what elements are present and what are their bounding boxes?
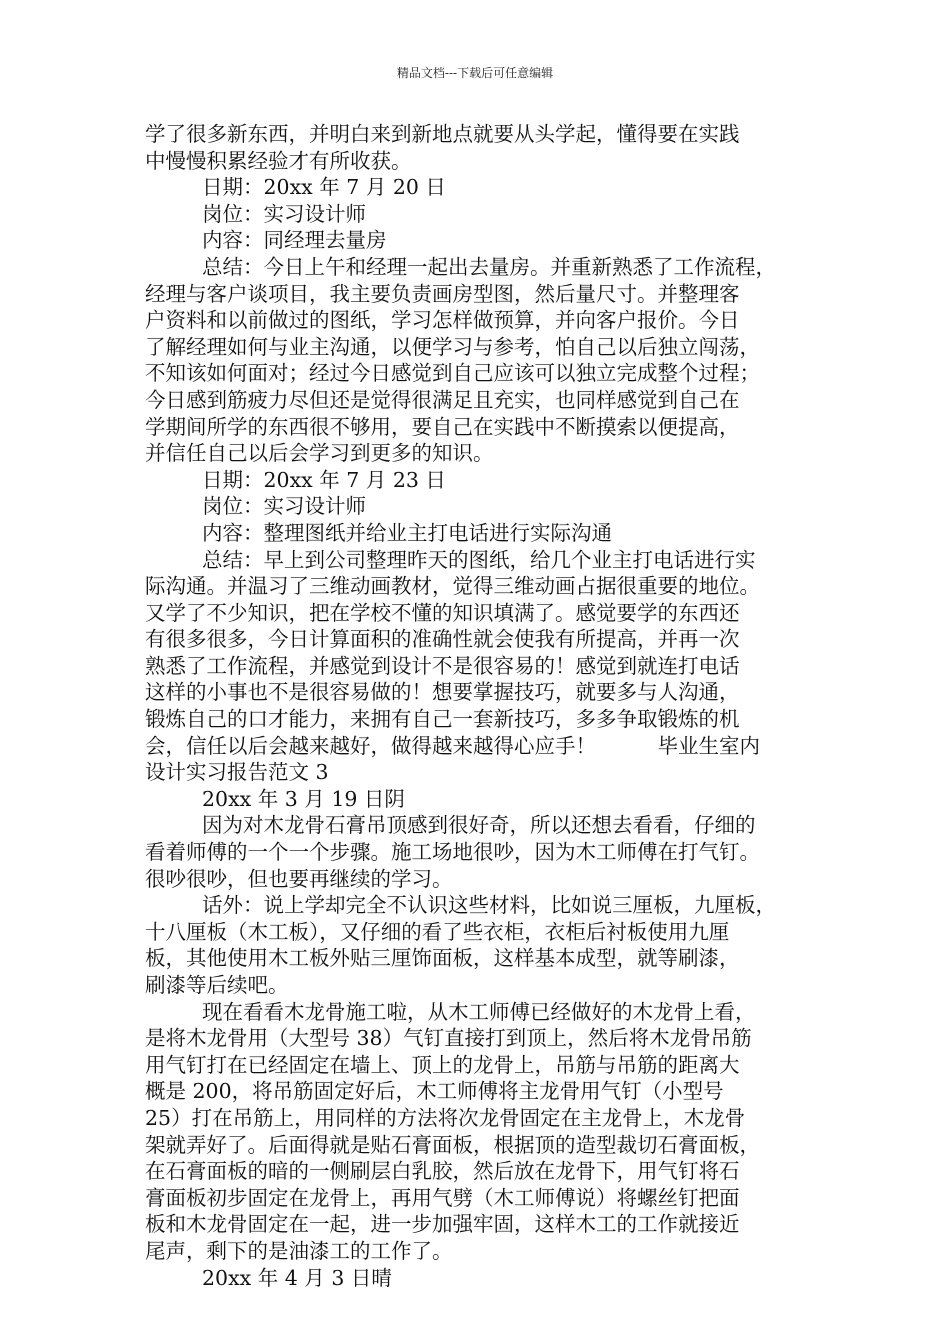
text-line: 架就弄好了。后面得就是贴石膏面板，根据顶的造型裁切石膏面板， bbox=[145, 1132, 760, 1157]
page-header: 精品文档---下载后可任意编辑 bbox=[396, 66, 554, 80]
text-line: 概是 200，将吊筋固定好后，木工师傅将主龙骨用气钉（小型号 bbox=[145, 1079, 724, 1104]
text-line: 有很多很多，今日计算面积的准确性就会使我有所提高，并再一次 bbox=[145, 627, 740, 652]
text-line: 中慢慢积累经验才有所收获。 bbox=[145, 148, 412, 173]
text-line: 内容：整理图纸并给业主打电话进行实际沟通 bbox=[202, 520, 612, 545]
text-line: 总结：今日上午和经理一起出去量房。并重新熟悉了工作流程， bbox=[202, 254, 776, 279]
text-line: 20xx 年 4 月 3 日晴 bbox=[202, 1265, 392, 1290]
text-line: 会，信任以后会越来越好，做得越来越得心应手！ 毕业生室内 bbox=[145, 733, 760, 758]
text-line: 总结：早上到公司整理昨天的图纸，给几个业主打电话进行实 bbox=[202, 547, 756, 572]
text-line: 膏面板初步固定在龙骨上，再用气劈（木工师傅说）将螺丝钉把面 bbox=[145, 1185, 740, 1210]
text-line: 十八厘板（木工板），又仔细的看了些衣柜，衣柜后衬板使用九厘 bbox=[145, 919, 730, 944]
text-line: 20xx 年 3 月 19 日阴 bbox=[202, 786, 405, 811]
text-line: 设计实习报告范文 3 bbox=[145, 760, 329, 785]
text-line: 日期：20xx 年 7 月 23 日 bbox=[202, 467, 446, 492]
text-line: 经理与客户谈项目，我主要负责画房型图，然后量尺寸。并整理客 bbox=[145, 281, 740, 306]
text-line: 板和木龙骨固定在一起，进一步加强牢固，这样木工的工作就接近 bbox=[145, 1212, 740, 1237]
text-line: 话外：说上学却完全不认识这些材料，比如说三厘板，九厘板， bbox=[202, 893, 776, 918]
text-line: 又学了不少知识，把在学校不懂的知识填满了。感觉要学的东西还 bbox=[145, 600, 740, 625]
text-line: 户资料和以前做过的图纸，学习怎样做预算，并向客户报价。今日 bbox=[145, 308, 740, 333]
text-line: 不知该如何面对；经过今日感觉到自己应该可以独立完成整个过程； bbox=[145, 361, 760, 386]
text-line: 内容：同经理去量房 bbox=[202, 228, 387, 253]
text-line: 并信任自己以后会学习到更多的知识。 bbox=[145, 441, 494, 466]
text-line: 很吵很吵，但也要再继续的学习。 bbox=[145, 866, 453, 891]
text-line: 板，其他使用木工板外贴三厘饰面板，这样基本成型，就等刷漆， bbox=[145, 946, 740, 971]
text-line: 尾声，剩下的是油漆工的工作了。 bbox=[145, 1238, 453, 1263]
text-line: 岗位：实习设计师 bbox=[202, 201, 366, 226]
text-line: 了解经理如何与业主沟通，以便学习与参考，怕自己以后独立闯荡， bbox=[145, 334, 760, 359]
text-line: 际沟通。并温习了三维动画教材，觉得三维动画占据很重要的地位。 bbox=[145, 574, 760, 599]
text-line: 用气钉打在已经固定在墙上、顶上的龙骨上，吊筋与吊筋的距离大 bbox=[145, 1052, 740, 1077]
text-line: 25）打在吊筋上，用同样的方法将次龙骨固定在主龙骨上，木龙骨 bbox=[145, 1105, 746, 1130]
text-line: 是将木龙骨用（大型号 38）气钉直接打到顶上，然后将木龙骨吊筋 bbox=[145, 1026, 752, 1051]
text-line: 熟悉了工作流程，并感觉到设计不是很容易的！感觉到就连打电话 bbox=[145, 653, 740, 678]
text-line: 刷漆等后续吧。 bbox=[145, 973, 289, 997]
text-line: 学了很多新东西，并明白来到新地点就要从头学起，懂得要在实践 bbox=[145, 122, 740, 146]
text-line: 学期间所学的东西很不够用，要自己在实践中不断摸索以便提高， bbox=[145, 414, 740, 439]
text-line: 因为对木龙骨石膏吊顶感到很好奇，所以还想去看看，仔细的 bbox=[202, 813, 756, 838]
text-line: 现在看看木龙骨施工啦，从木工师傅已经做好的木龙骨上看， bbox=[202, 999, 756, 1024]
text-line: 这样的小事也不是很容易做的！想要掌握技巧，就要多与人沟通， bbox=[145, 680, 740, 705]
document-body bbox=[145, 121, 825, 1291]
text-line: 日期：20xx 年 7 月 20 日 bbox=[202, 175, 446, 200]
text-line: 看着师傅的一个一个步骤。施工场地很吵，因为木工师傅在打气钉。 bbox=[145, 840, 760, 865]
text-line: 今日感到筋疲力尽但还是觉得很满足且充实，也同样感觉到自己在 bbox=[145, 387, 740, 412]
text-line: 在石膏面板的暗的一侧刷层白乳胶，然后放在龙骨下，用气钉将石 bbox=[145, 1159, 740, 1184]
text-line: 锻炼自己的口才能力，来拥有自己一套新技巧，多多争取锻炼的机 bbox=[145, 707, 740, 732]
text-line: 岗位：实习设计师 bbox=[202, 494, 366, 519]
